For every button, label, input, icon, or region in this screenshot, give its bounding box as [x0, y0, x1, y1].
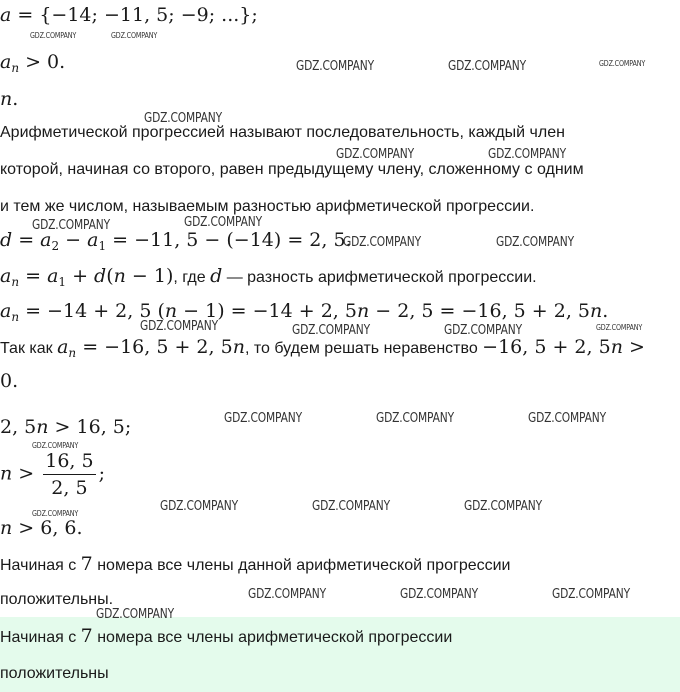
- var-d: d: [210, 265, 223, 287]
- diff-rest: = −11, 5 − (−14) = 2, 5.: [106, 229, 352, 251]
- sub-1: 1: [98, 239, 107, 253]
- inequality-intro: [0, 336, 645, 360]
- watermark: GDZ.COMPANY: [528, 411, 606, 426]
- step-2: [0, 450, 105, 499]
- watermark: GDZ.COMPANY: [292, 323, 370, 338]
- calc-rest-3: − 2, 5 = −16, 5 + 2, 5: [369, 300, 591, 322]
- var-a: a: [57, 336, 69, 358]
- inequality-zero: 0.: [0, 370, 19, 392]
- var-a: a: [0, 300, 12, 322]
- watermark: GDZ.COMPANY: [224, 411, 302, 426]
- watermark: GDZ.COMPANY: [343, 235, 421, 250]
- watermark: GDZ.COMPANY: [552, 587, 630, 602]
- watermark: GDZ.COMPANY: [496, 235, 574, 250]
- watermark: GDZ.COMPANY: [400, 587, 478, 602]
- watermark: GDZ.COMPANY: [140, 319, 218, 334]
- definition-line-3: и тем же числом, называемым разностью арифметической прогрессии.: [0, 198, 535, 215]
- sub-2: 2: [51, 239, 60, 253]
- watermark: GDZ.COMPANY: [444, 323, 522, 338]
- dot: .: [602, 300, 609, 322]
- var-d: d: [0, 229, 13, 251]
- n-variable: [0, 88, 18, 110]
- since-text-2: то будем решать неравенство: [249, 340, 483, 357]
- var-a: a: [87, 229, 99, 251]
- watermark: GDZ.COMPANY: [296, 59, 374, 74]
- sub-n: n: [11, 275, 20, 289]
- since-eq: = −16, 5 + 2, 5: [76, 336, 233, 358]
- var-n: n: [356, 300, 370, 322]
- conclusion-text-1: Начиная с: [0, 557, 81, 574]
- fraction-numerator: 16, 5: [43, 450, 95, 475]
- close: };: [239, 4, 258, 26]
- sep: ;: [208, 4, 222, 26]
- gt: >: [12, 462, 41, 485]
- var-a: a: [40, 229, 52, 251]
- coef: 2, 5: [0, 416, 37, 438]
- watermark: GDZ.COMPANY: [376, 411, 454, 426]
- watermark: GDZ.COMPANY: [336, 147, 414, 162]
- var-n: n: [113, 265, 126, 287]
- watermark: GDZ.COMPANY: [488, 147, 566, 162]
- definition-line-2: которой, начиная со второго, равен предыдущему члену, сложенному с одним: [0, 161, 584, 178]
- watermark: GDZ.COMPANY: [160, 499, 238, 514]
- watermark: GDZ.COMPANY: [464, 499, 542, 514]
- step3-rest: > 6, 6.: [12, 517, 83, 539]
- comma: ,: [173, 269, 178, 286]
- formula-text: где: [177, 269, 211, 286]
- answer-box: [0, 617, 680, 692]
- step-3: [0, 517, 83, 539]
- var-n: n: [232, 336, 245, 358]
- var-a: a: [47, 265, 59, 287]
- var-a: a: [0, 4, 12, 26]
- minus: −: [59, 229, 88, 251]
- sep: ;: [168, 4, 181, 26]
- general-formula: [0, 265, 537, 289]
- sub-1: 1: [58, 275, 67, 289]
- step-1: [0, 416, 131, 438]
- conclusion-line-1: [0, 553, 510, 575]
- sep: ;: [91, 4, 104, 26]
- var-n: n: [164, 300, 178, 322]
- conclusion-text-2: номера все члены данной арифметической прогрессии: [92, 557, 511, 574]
- var-n: n: [0, 88, 13, 110]
- var-n: n: [610, 336, 623, 358]
- conclusion-number: 7: [80, 553, 93, 575]
- ineq: −16, 5 + 2, 5: [482, 336, 611, 358]
- seq-value-2: −11, 5: [103, 4, 169, 26]
- comma: ,: [244, 340, 250, 357]
- fraction: [43, 450, 95, 499]
- calc-rest-2: − 1) = −14 + 2, 5: [177, 300, 357, 322]
- answer-line-2: положительны: [0, 665, 109, 682]
- fraction-denominator: 2, 5: [51, 477, 88, 499]
- watermark: GDZ.COMPANY: [184, 215, 262, 230]
- watermark: GDZ.COMPANY: [30, 31, 77, 40]
- sub-n: n: [11, 61, 20, 75]
- watermark: GDZ.COMPANY: [599, 59, 646, 68]
- watermark: GDZ.COMPANY: [32, 441, 79, 450]
- dot: .: [12, 88, 19, 110]
- since-text-1: Так как: [0, 340, 58, 357]
- eq: =: [12, 229, 41, 251]
- step1-rest: > 16, 5;: [48, 416, 132, 438]
- seq-value-3: −9: [180, 4, 209, 26]
- var-n: n: [36, 416, 49, 438]
- answer-text-2: номера все члены арифметической прогрессии: [92, 629, 453, 646]
- var-a: a: [0, 51, 12, 73]
- answer-number: 7: [80, 625, 93, 647]
- var-d: d: [94, 265, 107, 287]
- gt: >: [622, 336, 645, 358]
- watermark: GDZ.COMPANY: [248, 587, 326, 602]
- var-n: n: [0, 517, 13, 539]
- eq: = {: [11, 4, 52, 26]
- semicolon: ;: [98, 462, 106, 485]
- plus: +: [66, 265, 95, 287]
- watermark: GDZ.COMPANY: [32, 218, 110, 233]
- watermark: GDZ.COMPANY: [596, 323, 643, 332]
- answer-text-1: Начиная с: [0, 629, 81, 646]
- var-n: n: [590, 300, 603, 322]
- definition-line-1: Арифметической прогрессией называют последовательность, каждый член: [0, 124, 565, 141]
- watermark: GDZ.COMPANY: [144, 111, 222, 126]
- watermark: GDZ.COMPANY: [111, 31, 158, 40]
- eq: =: [19, 265, 48, 287]
- var-n: n: [0, 462, 13, 485]
- conclusion-line-2: положительны.: [0, 591, 114, 608]
- seq-value-1: −14: [51, 4, 92, 26]
- sub-n: n: [68, 346, 77, 360]
- sequence-definition: [0, 4, 258, 26]
- watermark: GDZ.COMPANY: [96, 607, 174, 622]
- sub-n: n: [11, 310, 20, 324]
- calc-rest: = −14 + 2, 5 (: [19, 300, 165, 322]
- watermark: GDZ.COMPANY: [448, 59, 526, 74]
- watermark: GDZ.COMPANY: [32, 509, 79, 518]
- formula-text-2: — разность арифметической прогрессии.: [222, 269, 537, 286]
- seq-ellipsis: ...: [221, 4, 240, 26]
- nth-term-calc: [0, 300, 608, 324]
- var-a: a: [0, 265, 12, 287]
- answer-line-1: [0, 625, 452, 647]
- paren-rest: − 1): [125, 265, 174, 287]
- paren: (: [106, 265, 114, 287]
- condition-line: [0, 51, 65, 75]
- watermark: GDZ.COMPANY: [312, 499, 390, 514]
- cond-rest: > 0.: [19, 51, 66, 73]
